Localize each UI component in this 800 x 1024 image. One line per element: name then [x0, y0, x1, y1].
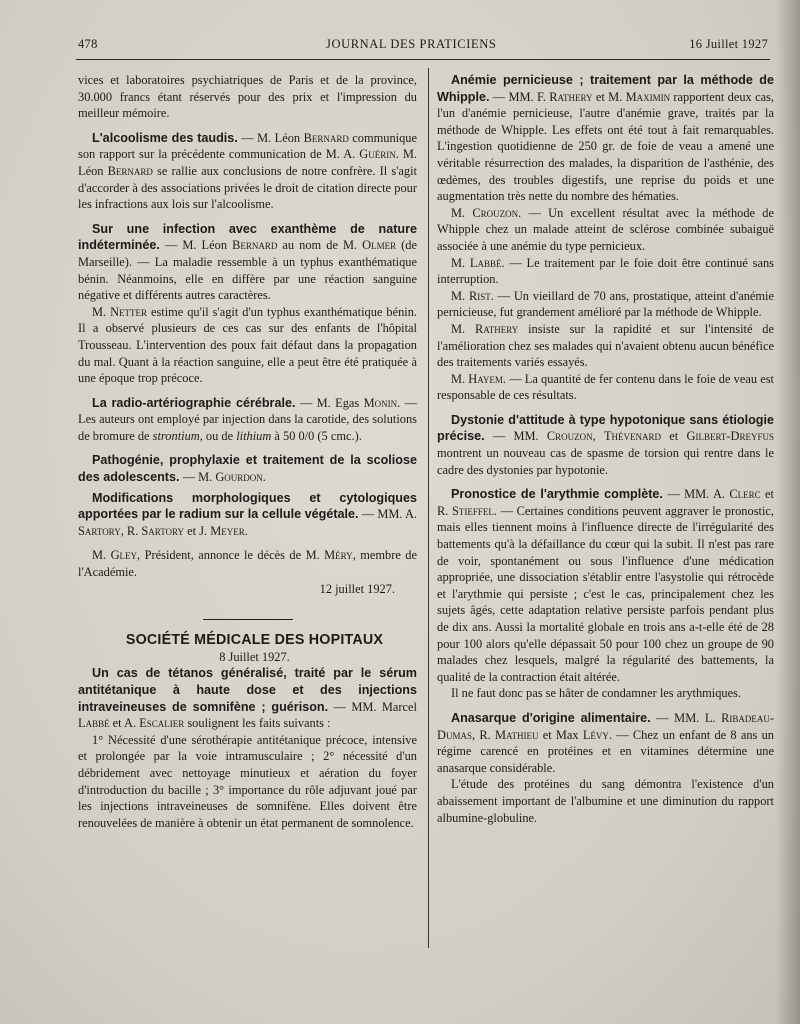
left-column: [78, 72, 417, 831]
paragraph-rathery: M. Rathery insiste sur la rapidité et sur l'intensité de l'amélioration chez ses malades qui n'avaient obtenu aucun bénéfice des traitements variés essayés.: [437, 321, 774, 370]
journal-title: JOURNAL DES PRATICIENS: [326, 37, 497, 51]
page-fold-shadow: [776, 0, 800, 1024]
paragraph-prizes: vices et laboratoires psychiatriques de Paris et de la province, 30.000 francs étant réservés pour des prix et l'impression du meilleur mémoire.: [78, 73, 417, 121]
article-title: L'alcoolisme des taudis.: [92, 130, 238, 145]
right-column: [437, 72, 774, 826]
article-title: Sur une infection avec exanthème de nature indéterminée.: [78, 221, 417, 253]
section-date: 8 Juillet 1927.: [219, 649, 290, 664]
article-arythmie: Pronostice de l'arythmie complète. — MM. A. Clerc et R. Stieffel. — Certaines conditions peuvent aggraver le pronostic, mais elles tiennent moins à l'influence directe de l'irrégularité des battements qu'à la défaillance du cœur qui la subit. Il n'est pas rare de voir, spontanément ou sous l'influence d'une médication appropriée, une dissociation s'établir entre l'asystolie qui rétrocède et l'arythmie qui persiste ; c'est le cas, principalement chez les sujets âgés, cette adaptation relative persiste parfois pendant plus de dix ans. Aussi la mortalité globale en trois ans a-t-elle été de 28 pour 100 alors qu'elle dépassait 50 pour 100 chez un groupe de 90 malades chez lesquels, malgré la régularité des battements, la qualité de la contraction était altérée.: [437, 487, 774, 684]
article-title: Modifications morphologiques et cytologiques apportées par le radium sur la cellule végétale.: [78, 490, 417, 522]
article-title: La radio-artériographie cérébrale.: [92, 395, 296, 410]
article-dystonie: Dystonie d'attitude à type hypotonique sans étiologie précise. — MM. Crouzon, Thévenard et Gilbert-Dreyfus montrent un nouveau cas de spasme de torsion qui rentre dans le cadre des dystonies par hypotonie.: [437, 412, 774, 477]
paragraph-tetanos-list: 1° Nécessité d'une sérothérapie antitétanique précoce, intensive et prolongée par la voie intramusculaire ; 2° nécessité d'un débridement avec nettoyage minutieux et aération du foyer d'introduction du bacille ; 3° importance du rôle adjuvant joué par les injections intraveineuses de somnifène. Elles doivent être renouvelées de manière à obtenir un état permanent de somnolence.: [78, 732, 417, 830]
running-header: [78, 37, 768, 55]
paragraph-crouzon: M. Crouzon. — Un excellent résultat avec la méthode de Whipple chez un malade atteint de sclérose combinée subaiguë associée à une anémie du type pernicieux.: [437, 205, 774, 253]
article-title: Pathogénie, prophylaxie et traitement de la scoliose des adolescents.: [78, 453, 417, 485]
paragraph-gley: M. Gley, Président, annonce le décès de M. Méry, membre de l'Académie.: [78, 548, 418, 580]
section-separator: [203, 619, 293, 620]
article-title: Un cas de tétanos généralisé, traité par le sérum antitétanique à haute dose et des injections intraveineuses de somnifène ; guérison.: [78, 666, 417, 714]
article-infection: Sur une infection avec exanthème de nature indéterminée. — M. Léon Bernard au nom de M. Olmer (de Marseille). — La maladie ressemble à un typhus exanthématique bénin. Néanmoins, elle en diffère par une réaction sanguine négative et différents autres caractères.: [78, 221, 418, 303]
article-anemie: Anémie pernicieuse ; traitement par la méthode de Whipple. — MM. F. Rathery et M. Maximin rapportent deux cas, l'un d'anémie pernicieuse, l'autre d'anémie grave, traités par la méthode de Whipple. Les effets ont été tout à fait remarquables. L'ingestion quotidienne de 250 gr. de foie de veau a amené une véritable résurrection des malades, la disparition de l'asthénie, des œdèmes, des troubles digestifs, une reprise du poids et une augmentation très nette du nombre des hématies.: [437, 73, 774, 204]
paragraph-arythmie-conclusion: Il ne faut donc pas se hâter de condamner les arythmiques.: [451, 686, 742, 701]
article-radio: La radio-artériographie cérébrale. — M. Egas Monin. — Les auteurs ont employé par injection dans la carotide, des solutions de bromure de strontium, ou de lithium à 50 0/0 (5 cmc.).: [78, 395, 418, 443]
section-heading: SOCIÉTÉ MÉDICALE DES HOPITAUX: [125, 632, 384, 649]
header-rule: [76, 59, 770, 60]
paragraph-proteines: L'étude des protéines du sang démontra l'existence d'un abaissement important de l'albumine et une diminution du rapport albumine-globuline.: [437, 777, 774, 825]
session-date: 12 juillet 1927.: [319, 581, 395, 596]
article-tetanos: Un cas de tétanos généralisé, traité par le sérum antitétanique à haute dose et des injections intraveineuses de somnifène ; guérison. — MM. Marcel Labbé et A. Escalier soulignent les faits suivants :: [78, 666, 417, 731]
article-title: Pronostice de l'arythmie complète.: [451, 487, 663, 502]
article-scoliose: Pathogénie, prophylaxie et traitement de la scoliose des adolescents. — M. Gourdon.: [78, 453, 417, 485]
issue-date: 16 Juillet 1927: [689, 37, 768, 51]
article-title: Anémie pernicieuse ; traitement par la méthode de Whipple.: [437, 73, 774, 104]
paragraph-rist: M. Rist. — Un vieillard de 70 ans, prostatique, atteint d'anémie pernicieuse, fut grandement amélioré par la méthode de Whipple.: [437, 288, 774, 320]
article-anasarque: Anasarque d'origine alimentaire. — MM. L. Ribadeau-Dumas, R. Mathieu et Max Lévy. — Chez un enfant de 8 ans un régime carencé en protéines et en vitamines détermine une anasarque considérable.: [437, 710, 775, 775]
column-divider: [428, 68, 429, 948]
article-radium: Modifications morphologiques et cytologiques apportées par le radium sur la cellule végétale. — MM. A. Sartory, R. Sartory et J. Meyer.: [78, 490, 417, 538]
article-title: Dystonie d'attitude à type hypotonique sans étiologie précise.: [437, 412, 774, 444]
paragraph-hayem: M. Hayem. — La quantité de fer contenu dans le foie de veau est responsable de ces résultats.: [437, 371, 774, 403]
paragraph-labbe: M. Labbé. — Le traitement par le foie doit être continué sans interruption.: [437, 255, 774, 287]
paragraph-netter: M. Netter estime qu'il s'agit d'un typhus exanthématique bénin. Il a observé plusieurs de ces cas sur des enfants de l'hôpital Trousseau. L'intervention des poux fait défaut dans la propagation du mal. Quant à la réaction sanguine, elle a peut être été pratiquée à une époque trop précoce.: [78, 304, 417, 386]
article-title: Anasarque d'origine alimentaire.: [451, 710, 651, 725]
page-number: 478: [78, 37, 98, 51]
article-alcoolisme: L'alcoolisme des taudis. — M. Léon Bernard communique son rapport sur la précédente communication de M. A. Guérin. M. Léon Bernard se rallie aux conclusions de notre confrère. Il s'agit d'accorder à des associations privées le droit de citation directe pour les infractions aux lois sur l'alcoolisme.: [78, 130, 417, 212]
